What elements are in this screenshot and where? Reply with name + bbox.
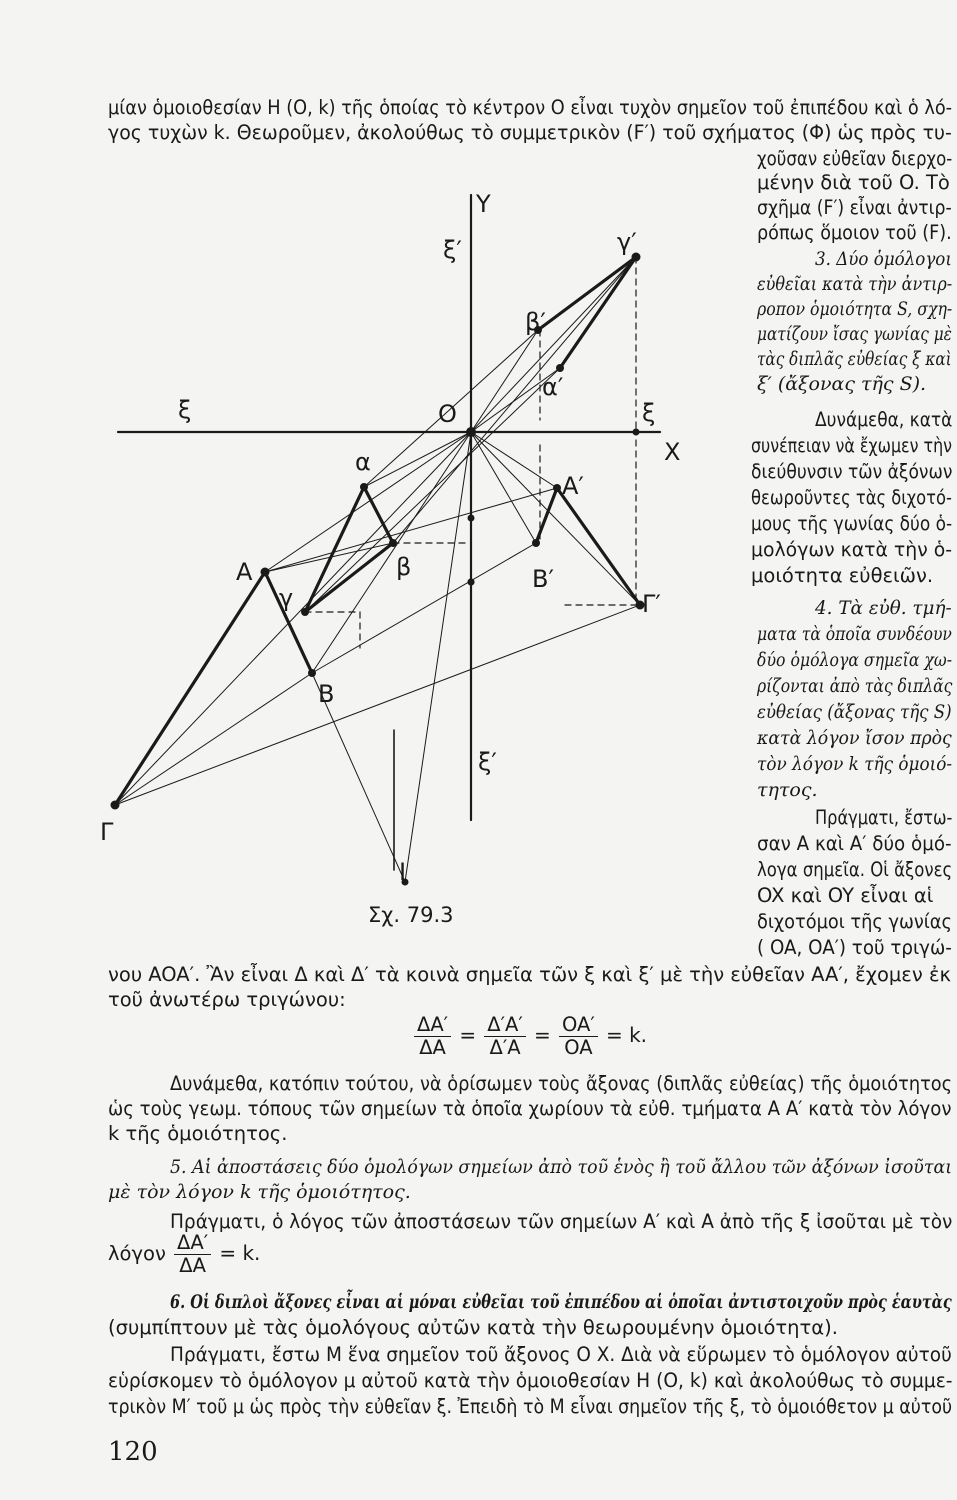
side-line: μολόγων κατὰ τὴν ὁ-: [751, 538, 953, 561]
side-line: μένην διὰ τοῦ O. Τὸ: [757, 171, 950, 194]
label-B: B: [318, 680, 335, 708]
side-line: Δυνάμεθα, κατὰ: [815, 408, 953, 431]
label-Gamma-prime: Γ′: [642, 590, 661, 618]
label-A-prime: A′: [562, 472, 584, 500]
side-line: Πράγματι, ἔστω-: [815, 806, 953, 829]
text-line: τοῦ ἀνωτέρω τριγώνου:: [108, 988, 346, 1011]
side-italic-line: 4. Τὰ εὐθ. τμή-: [815, 597, 952, 619]
label-B-prime: B′: [532, 565, 554, 593]
item-5-statement: μὲ τὸν λόγον k τῆς ὁμοιότητος.: [108, 1181, 411, 1203]
label-A: A: [236, 558, 253, 586]
text-line: k τῆς ὁμοιότητος.: [108, 1122, 288, 1145]
text-line: εὑρίσκομεν τὸ ὁμόλογον μ αὐτοῦ κατὰ τὴν ὁμοιοθεσίαν H (O, k) καὶ ἀκολούθως τὸ συμμε-: [108, 1369, 953, 1392]
fraction: $\frac{\Delta A'}{\Delta A}$: [174, 1232, 211, 1277]
side-italic-line: δύο ὁμόλογα σημεῖα χω-: [757, 649, 953, 671]
text-line: ὡς τοὺς γεωμ. τόπους τῶν σημείων τὰ ὁποῖα χωρίουν τὰ εὐθ. τμήματα A A′ κατὰ τὸν λόγον: [108, 1097, 952, 1120]
text-line: (συμπίπτουν μὲ τὰς ὁμολόγους αὐτῶν κατὰ τὴν θεωρουμένην ὁμοιότητα).: [108, 1316, 838, 1339]
connecting-lines: [115, 257, 640, 882]
label-xi-prime-bottom: ξ′: [478, 748, 497, 776]
text-line: γος τυχὼν k. Θεωροῦμεν, ἀκολούθως τὸ συμμετρικὸν (F′) τοῦ σχήματος (Φ) ὡς πρὸς τυ-: [108, 121, 952, 144]
label-xi-right: ξ: [642, 399, 656, 427]
side-line: μοιότητα εὐθειῶν.: [751, 564, 934, 587]
fraction: $\frac{\Delta A'}{\Delta A}$: [414, 1014, 451, 1059]
label-xi-prime-top: ξ′: [443, 236, 462, 264]
page-number: 120: [108, 1437, 158, 1467]
label-O: O: [438, 400, 457, 428]
label-X: X: [664, 438, 681, 466]
text-line: Πράγματι, ἔστω M ἕνα σημεῖον τοῦ ἄξονος O X. Διὰ νὰ εὕρωμεν τὸ ὁμόλογον αὐτοῦ: [170, 1343, 952, 1366]
side-italic-line: ματίζουν ἴσας γωνίας μὲ: [757, 323, 952, 345]
label-beta-prime: β′: [525, 308, 546, 336]
label-gamma: γ: [279, 584, 294, 612]
fraction: $\frac{\Delta'A'}{\Delta'A}$: [484, 1014, 526, 1059]
label-Y: Y: [476, 190, 491, 218]
side-line: ( OA, OA′) τοῦ τριγώ-: [757, 936, 952, 959]
label-I: I: [399, 858, 407, 886]
side-italic-line: ροπον ὁμοιότητα S, σχη-: [757, 298, 953, 320]
label-Gamma: Γ: [100, 818, 114, 846]
figure-caption: Σχ. 79.3: [368, 903, 454, 927]
side-line: συνέπειαν νὰ ἔχωμεν τὴν: [751, 434, 953, 457]
side-italic-line: ματα τὰ ὁποῖα συνδέουν: [757, 623, 952, 645]
label-alpha: α: [355, 448, 371, 476]
side-italic-line: ξ′ (ἄξονας τῆς S).: [757, 373, 927, 395]
figure-phi: [115, 487, 393, 805]
side-line: OX καὶ OY εἶναι αἱ: [757, 884, 934, 907]
item-6-statement: 6. Οἱ διπλοὶ ἄξονες εἶναι αἱ μόναι εὐθεῖαι τοῦ ἐπιπέδου αἱ ὁποῖαι ἀντιστοιχοῦν πρὸς ἑαυτὰς: [170, 1291, 952, 1313]
side-line: σαν A καὶ A′ δύο ὁμό-: [757, 832, 952, 855]
side-italic-line: ρίζονται ἀπὸ τὰς διπλᾶς: [757, 675, 953, 697]
text-line: Πράγματι, ὁ λόγος τῶν ἀποστάσεων τῶν σημείων A′ καὶ A ἀπὸ τῆς ξ ἰσοῦται μὲ τὸν: [170, 1210, 953, 1233]
text-line: τρικὸν M′ τοῦ μ ὡς πρὸς τὴν εὐθεῖαν ξ. Ἐπειδὴ τὸ M εἶναι σημεῖον τῆς ξ, τὸ ὁμοιόθετον μ αὐτοῦ: [108, 1395, 953, 1418]
side-line: διχοτόμοι τῆς γωνίας: [757, 910, 952, 933]
side-line: χοῦσαν εὐθεῖαν διερχο-: [757, 147, 953, 170]
label-beta: β: [396, 553, 412, 581]
side-line: λογα σημεῖα. Οἱ ἄξονες: [757, 858, 953, 881]
label-gamma-prime: γ′: [617, 228, 637, 256]
side-line: σχῆμα (F′) εἶναι ἀντιρ-: [757, 196, 952, 219]
rays-from-origin: [115, 257, 640, 805]
text-line: μίαν ὁμοιοθεσίαν H (O, k) τῆς ὁποίας τὸ κέντρον O εἶναι τυχὸν σημεῖον τοῦ ἐπιπέδου καὶ ὁ λό-: [108, 96, 953, 119]
side-italic-line: κατὰ λόγον ἴσον πρὸς: [757, 727, 952, 749]
side-line: διεύθυνσιν τῶν ἀξόνων: [751, 460, 953, 483]
label-xi-left: ξ: [178, 396, 192, 424]
side-italic-line: τὰς διπλᾶς εὐθείας ξ καὶ: [757, 348, 952, 370]
side-italic-line: εὐθεῖαι κατὰ τὴν ἀντιρ-: [757, 273, 953, 295]
side-italic-line: τὸν λόγον k τῆς ὁμοιό-: [757, 753, 953, 775]
item-5-statement: 5. Αἱ ἀποστάσεις δύο ὁμολόγων σημείων ἀπὸ τοῦ ἑνὸς ἢ τοῦ ἄλλου τῶν ἀξόνων ἰσοῦται: [170, 1156, 953, 1178]
text-line: Δυνάμεθα, κατόπιν τούτου, νὰ ὁρίσωμεν τοὺς ἄξονας (διπλᾶς εὐθείας) τῆς ὁμοιότητος: [170, 1072, 953, 1095]
label-alpha-prime: α′: [542, 373, 564, 401]
equation: $\frac{\Delta A'}{\Delta A}$ = $\frac{\Delta'A'}{\Delta'A}$ = $\frac{OA'}{OA}$ = k.: [412, 1014, 647, 1059]
fraction: $\frac{OA'}{OA}$: [559, 1014, 598, 1059]
side-line: ρόπως ὅμοιον τοῦ (F).: [757, 221, 952, 244]
side-italic-line: εὐθείας (ἄξονας τῆς S): [757, 701, 952, 723]
side-italic-line: τητος.: [757, 779, 818, 801]
text-line: νου AOA′. Ἂν εἶναι Δ καὶ Δ′ τὰ κοινὰ σημεῖα τῶν ξ καὶ ξ′ μὲ τὴν εὐθεῖαν AA′, ἔχομεν ἐκ: [108, 963, 951, 986]
side-italic-line: 3. Δύο ὁμόλογοι: [815, 248, 952, 270]
side-line: μους τῆς γωνίας δύο ὁ-: [751, 512, 953, 535]
logon-equation: λόγον $\frac{\Delta A'}{\Delta A}$ = k.: [108, 1231, 261, 1277]
side-line: θεωροῦντες τὰς διχοτό-: [751, 486, 952, 509]
figure-points: [111, 253, 645, 886]
